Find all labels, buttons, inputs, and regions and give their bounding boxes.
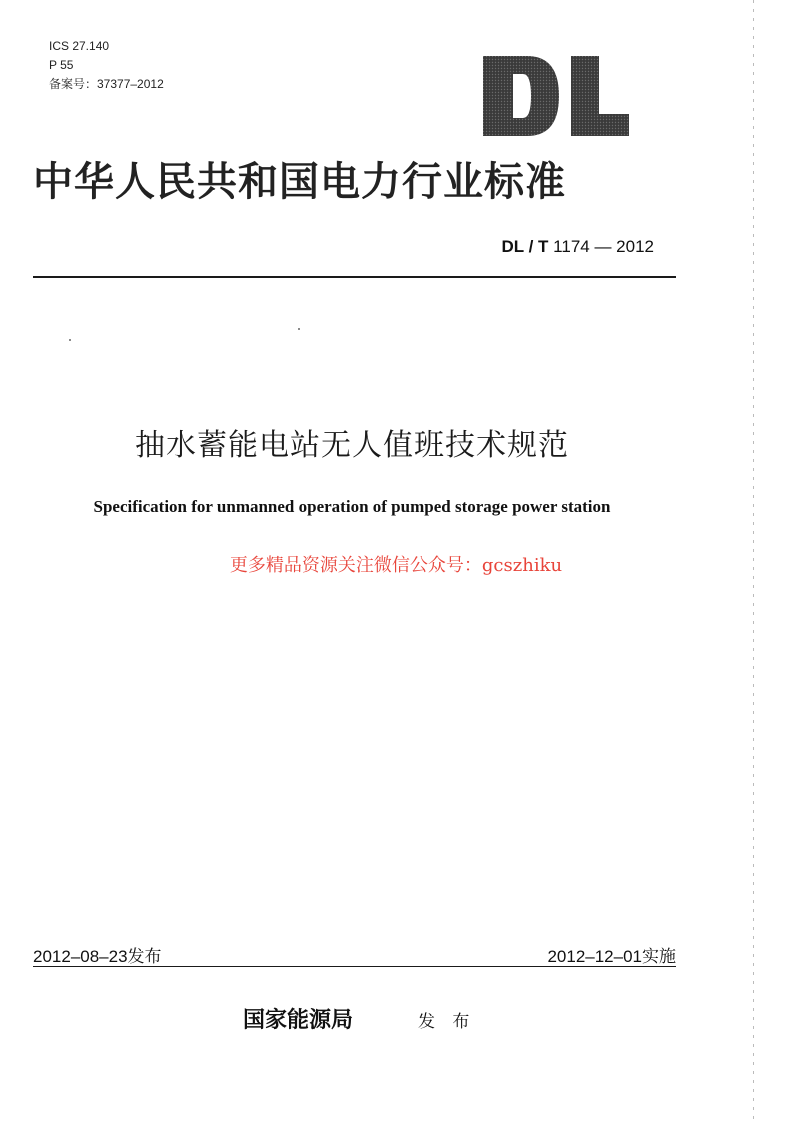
logo-letter-l	[571, 56, 629, 136]
standard-code: DL / T	[501, 237, 549, 256]
footer-rule	[33, 966, 676, 967]
standard-number	[502, 237, 654, 257]
publisher-name: 国家能源局	[243, 1008, 354, 1033]
series-title: 中华人民共和国电力行业标准	[33, 159, 566, 205]
publish-label: 发 布	[418, 1012, 476, 1032]
ccs-code: P 55	[49, 58, 74, 72]
title-chinese: 抽水蓄能电站无人值班技术规范	[135, 428, 569, 463]
dl-logo	[479, 52, 631, 140]
ics-code: ICS 27.140	[49, 39, 110, 53]
logo-letter-d	[483, 56, 559, 136]
scan-speck	[298, 328, 300, 330]
classification-block	[49, 37, 164, 94]
filing-number: 备案号：37377–2012	[49, 77, 164, 91]
effective-date: 2012–12–01实施	[547, 947, 676, 966]
standard-year: 1174 — 2012	[553, 237, 654, 256]
scan-speck	[69, 339, 71, 341]
issue-date: 2012–08–23发布	[33, 947, 162, 966]
title-english: Specification for unmanned operation of pumped storage power station	[93, 497, 611, 516]
watermark-text: 更多精品资源关注微信公众号：gcszhiku	[229, 555, 563, 576]
scan-edge-line	[753, 0, 754, 1122]
header-rule	[33, 276, 676, 278]
